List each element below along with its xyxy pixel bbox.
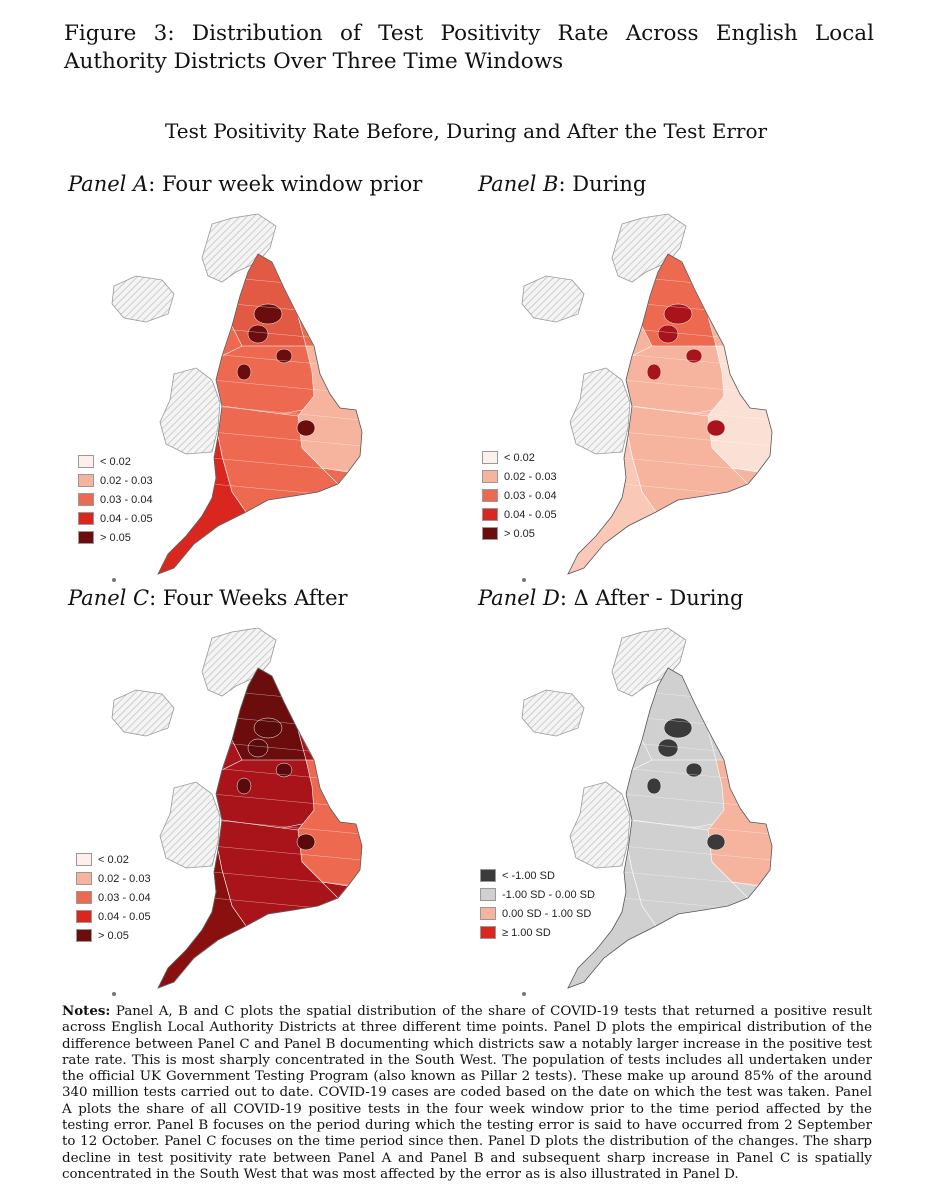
midlands-region: [626, 760, 732, 828]
wales-region: [570, 368, 630, 454]
legend-item: [480, 885, 595, 904]
panel-c: [62, 586, 462, 996]
wales-region: [160, 368, 220, 454]
legend-label: < 0.02: [98, 853, 129, 866]
legend-label: 0.04 - 0.05: [504, 508, 557, 521]
panel-title: [478, 586, 744, 610]
legend-label: ≥ 1.00 SD: [502, 926, 551, 939]
legend-swatch: [482, 470, 498, 483]
legend-swatch: [76, 853, 92, 866]
midlands-region: [216, 760, 322, 828]
legend-label: 0.02 - 0.03: [504, 470, 557, 483]
notes-text: Panel A, B and C plots the spatial distribution of the share of COVID-19 tests that returned a positive result across English Local Authority Districts at three different time points. Panel D plots the empirical distribution of the difference between Panel C and Panel B documenting which districts saw a notably larger increase in the positive test rate rate. This is most sharply concentrated in the South West. The population of tests includes all undertaken under the official UK Government Testing Program (also known as Pillar 2 tests). These make up around 85% of the around 340 million tests carried out to date. COVID-19 cases are coded based on the date on which the test was taken. Panel A plots the share of all COVID-19 positive tests in the four week window prior to the time period affected by the testing error. Panel B focuses on the period during which the testing error is said to have occurred from 2 September to 12 October. Panel C focuses on the time period since then. Panel D plots the distribution of the changes. The sharp decline in test positivity rate between Panel A and Panel B and subsequent sharp increase in Panel C is spatially concentrated in the South West that was most affected by the error as is also illustrated in Panel D.: [62, 1004, 872, 1182]
legend-item: [78, 528, 153, 547]
legend-swatch: [482, 508, 498, 521]
legend-item: [78, 471, 153, 490]
panel-a: [62, 172, 462, 582]
legend-swatch: [78, 531, 94, 544]
legend-label: -1.00 SD - 0.00 SD: [502, 888, 595, 901]
panel-caption: : Four Weeks After: [149, 586, 348, 610]
map-legend: [482, 448, 557, 543]
legend-item: [480, 923, 595, 942]
legend-item: [78, 490, 153, 509]
legend-item: [480, 866, 595, 885]
isles-of-scilly: [522, 578, 526, 582]
district-cluster: [248, 739, 268, 757]
legend-swatch: [480, 888, 496, 901]
legend-label: > 0.05: [100, 531, 131, 544]
northern-ireland-region: [522, 690, 584, 736]
district-cluster: [237, 364, 251, 380]
legend-item: [76, 907, 151, 926]
legend-item: [78, 452, 153, 471]
legend-swatch: [78, 493, 94, 506]
wales-region: [570, 782, 630, 868]
district-cluster: [237, 778, 251, 794]
figure-notes: [62, 1003, 872, 1183]
district-cluster: [707, 834, 725, 850]
legend-item: [482, 448, 557, 467]
legend-swatch: [78, 512, 94, 525]
figure-subtitle: Test Positivity Rate Before, During and After the Test Error: [164, 119, 768, 143]
legend-swatch: [76, 891, 92, 904]
legend-swatch: [482, 451, 498, 464]
legend-item: [482, 524, 557, 543]
district-cluster: [658, 325, 678, 343]
legend-label: < -1.00 SD: [502, 869, 555, 882]
district-boundary: [212, 276, 362, 290]
panel-title: [68, 172, 422, 196]
panel-title: [478, 172, 646, 196]
legend-item: [482, 486, 557, 505]
midlands-region: [626, 346, 732, 414]
panel-letter: Panel C: [68, 586, 150, 610]
legend-swatch: [78, 474, 94, 487]
map-legend: [480, 866, 595, 942]
district-boundary: [212, 690, 362, 704]
legend-item: [76, 926, 151, 945]
legend-label: < 0.02: [504, 451, 535, 464]
legend-swatch: [480, 869, 496, 882]
district-cluster: [297, 834, 315, 850]
northern-ireland-region: [522, 276, 584, 322]
legend-swatch: [76, 872, 92, 885]
legend-label: 0.03 - 0.04: [98, 891, 151, 904]
legend-item: [482, 505, 557, 524]
district-boundary: [622, 276, 772, 290]
legend-swatch: [76, 910, 92, 923]
legend-item: [76, 850, 151, 869]
panel-title: [68, 586, 348, 610]
panel-caption: : Δ After - During: [559, 586, 744, 610]
panel-letter: Panel B: [478, 172, 559, 196]
legend-label: 0.03 - 0.04: [504, 489, 557, 502]
legend-label: 0.02 - 0.03: [98, 872, 151, 885]
panel-letter: Panel D: [478, 586, 560, 610]
legend-label: 0.02 - 0.03: [100, 474, 153, 487]
legend-item: [480, 904, 595, 923]
legend-swatch: [482, 527, 498, 540]
panel-letter: Panel A: [68, 172, 149, 196]
midlands-region: [216, 346, 322, 414]
legend-swatch: [482, 489, 498, 502]
panel-d: [472, 586, 872, 996]
legend-item: [78, 509, 153, 528]
legend-item: [482, 467, 557, 486]
district-cluster: [647, 778, 661, 794]
legend-swatch: [76, 929, 92, 942]
legend-label: 0.00 SD - 1.00 SD: [502, 907, 592, 920]
legend-swatch: [78, 455, 94, 468]
district-cluster: [658, 739, 678, 757]
isles-of-scilly: [112, 578, 116, 582]
wales-region: [160, 782, 220, 868]
isles-of-scilly: [522, 992, 526, 996]
legend-label: 0.04 - 0.05: [98, 910, 151, 923]
district-cluster: [297, 420, 315, 436]
legend-swatch: [480, 926, 496, 939]
legend-label: > 0.05: [98, 929, 129, 942]
district-cluster: [707, 420, 725, 436]
panel-caption: : Four week window prior: [148, 172, 423, 196]
legend-item: [76, 869, 151, 888]
district-boundary: [622, 690, 772, 704]
district-cluster: [248, 325, 268, 343]
panel-b: [472, 172, 872, 582]
notes-label: Notes:: [62, 1003, 111, 1019]
legend-label: 0.04 - 0.05: [100, 512, 153, 525]
panel-caption: : During: [558, 172, 647, 196]
legend-label: > 0.05: [504, 527, 535, 540]
legend-swatch: [480, 907, 496, 920]
legend-label: 0.03 - 0.04: [100, 493, 153, 506]
legend-label: < 0.02: [100, 455, 131, 468]
map-legend: [78, 452, 153, 547]
northern-ireland-region: [112, 276, 174, 322]
legend-item: [76, 888, 151, 907]
map-legend: [76, 850, 151, 945]
isles-of-scilly: [112, 992, 116, 996]
district-cluster: [647, 364, 661, 380]
northern-ireland-region: [112, 690, 174, 736]
figure-title: Figure 3: Distribution of Test Positivity Rate Across English Local Authority Districts Over Three Time Windows: [64, 21, 874, 74]
